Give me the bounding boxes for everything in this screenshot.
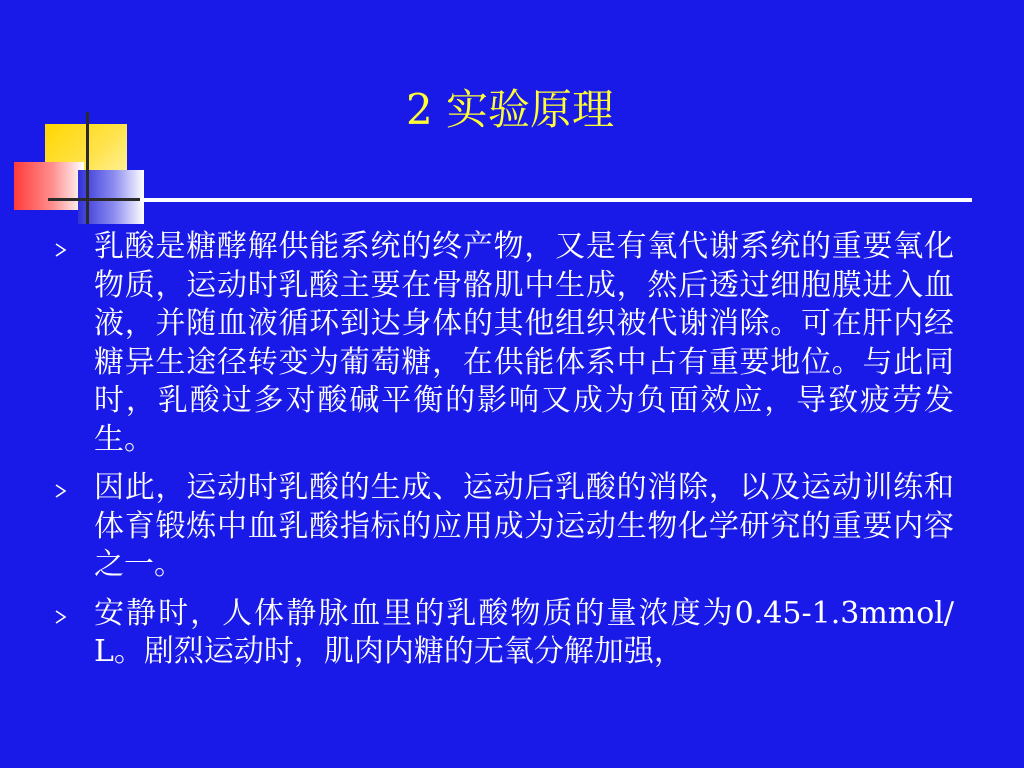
slide-title: 2 实验原理 xyxy=(405,85,615,134)
arrow-right-icon xyxy=(54,243,67,257)
bullet-text: 因此，运动时乳酸的生成、运动后乳酸的消除，以及运动训练和体育锻炼中血乳酸指标的应用成为运动生物化学研究的重要内容之一。 xyxy=(94,470,954,582)
bullet-text: 乳酸是糖酵解供能系统的终产物，又是有氧代谢系统的重要氧化物质，运动时乳酸主要在骨骼肌中生成，然后透过细胞膜进入血液，并随血液循环到达身体的其他组织被代谢消除。可在肝内经糖异生途径转变为葡萄糖，在供能体系中占有重要地位。与此同时，乳酸过多对酸碱平衡的影响又成为负面效应，导致疲劳发生。 xyxy=(94,229,954,457)
title-underline xyxy=(140,198,972,202)
bullet-item-1 xyxy=(54,228,954,459)
bullet-item-2 xyxy=(54,469,954,585)
decor-dark-line xyxy=(48,198,140,201)
decor-red-square xyxy=(14,162,84,210)
bullet-text: 安静时，人体静脉血里的乳酸物质的量浓度为0.45-1.3mmol/L。剧烈运动时，肌肉内糖的无氧分解加强， xyxy=(94,595,954,669)
decor-vertical-line xyxy=(86,112,89,224)
arrow-right-icon xyxy=(54,610,67,624)
arrow-right-icon xyxy=(54,484,67,498)
bullet-list xyxy=(54,228,954,682)
bullet-item-3 xyxy=(54,595,954,672)
